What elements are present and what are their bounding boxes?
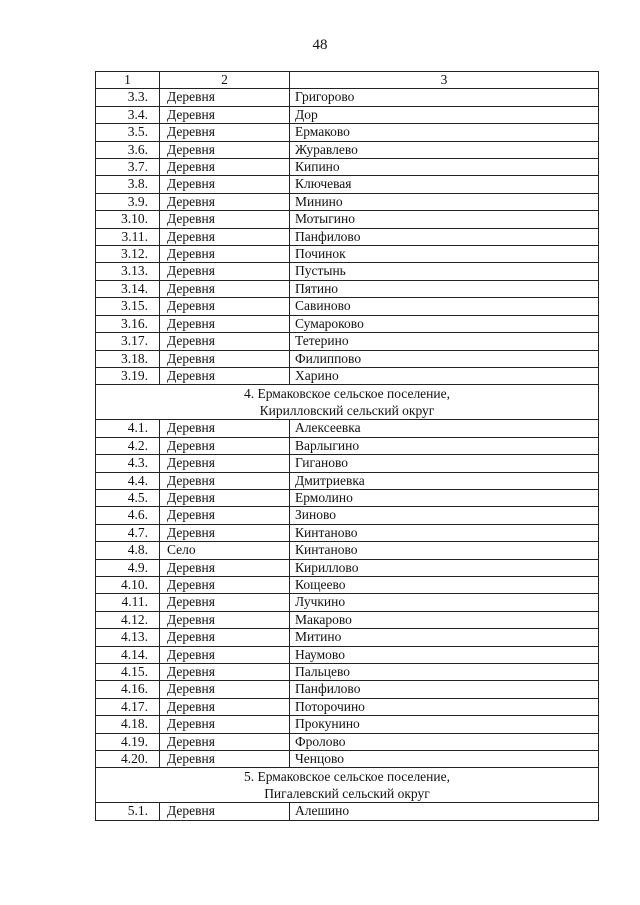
row-number: 4.20.	[96, 751, 160, 768]
table-row	[96, 141, 599, 158]
settlement-name: Варлыгино	[290, 437, 599, 454]
settlement-type: Деревня	[160, 472, 290, 489]
section-header-row	[96, 385, 599, 420]
row-number: 4.2.	[96, 437, 160, 454]
settlement-type: Деревня	[160, 733, 290, 750]
row-number: 4.16.	[96, 681, 160, 698]
table-row	[96, 594, 599, 611]
column-header-name: 3	[290, 72, 599, 89]
row-number: 3.16.	[96, 315, 160, 332]
settlement-name: Григорово	[290, 89, 599, 106]
settlement-type: Деревня	[160, 437, 290, 454]
settlement-type: Деревня	[160, 89, 290, 106]
settlement-name: Фролово	[290, 733, 599, 750]
row-number: 3.4.	[96, 106, 160, 123]
settlement-type: Деревня	[160, 280, 290, 297]
settlement-name: Алексеевка	[290, 420, 599, 437]
settlement-name: Дор	[290, 106, 599, 123]
table-row	[96, 176, 599, 193]
row-number: 4.18.	[96, 716, 160, 733]
table-row	[96, 576, 599, 593]
table-row	[96, 646, 599, 663]
row-number: 3.7.	[96, 159, 160, 176]
settlement-name: Макарово	[290, 611, 599, 628]
settlement-name: Панфилово	[290, 228, 599, 245]
section-title	[96, 768, 599, 803]
row-number: 3.11.	[96, 228, 160, 245]
settlement-type: Деревня	[160, 193, 290, 210]
settlement-name: Прокунино	[290, 716, 599, 733]
settlement-type: Село	[160, 542, 290, 559]
section-title-line: 4. Ермаковское сельское поселение,	[244, 386, 450, 402]
settlement-type: Деревня	[160, 176, 290, 193]
row-number: 4.8.	[96, 542, 160, 559]
settlement-type: Деревня	[160, 455, 290, 472]
section-title-line: 5. Ермаковское сельское поселение,	[244, 769, 450, 785]
settlement-type: Деревня	[160, 106, 290, 123]
table-row	[96, 629, 599, 646]
row-number: 3.10.	[96, 211, 160, 228]
settlement-type: Деревня	[160, 298, 290, 315]
settlement-name: Наумово	[290, 646, 599, 663]
row-number: 4.7.	[96, 524, 160, 541]
settlement-type: Деревня	[160, 159, 290, 176]
row-number: 4.14.	[96, 646, 160, 663]
settlement-type: Деревня	[160, 751, 290, 768]
row-number: 3.6.	[96, 141, 160, 158]
settlement-type: Деревня	[160, 367, 290, 384]
settlement-type: Деревня	[160, 141, 290, 158]
page-number: 48	[312, 37, 328, 53]
settlement-type: Деревня	[160, 507, 290, 524]
table-row	[96, 524, 599, 541]
table-row	[96, 664, 599, 681]
table-row	[96, 89, 599, 106]
table-row	[96, 698, 599, 715]
row-number: 4.19.	[96, 733, 160, 750]
row-number: 4.5.	[96, 489, 160, 506]
settlement-name: Пальцево	[290, 664, 599, 681]
table-row	[96, 106, 599, 123]
table-row	[96, 228, 599, 245]
table-row	[96, 472, 599, 489]
table-row	[96, 263, 599, 280]
settlement-type: Деревня	[160, 716, 290, 733]
settlement-type: Деревня	[160, 124, 290, 141]
settlement-name: Минино	[290, 193, 599, 210]
row-number: 5.1.	[96, 803, 160, 820]
settlement-type: Деревня	[160, 489, 290, 506]
column-header-type: 2	[160, 72, 290, 89]
table-row	[96, 193, 599, 210]
settlement-type: Деревня	[160, 420, 290, 437]
table-row	[96, 315, 599, 332]
row-number: 3.13.	[96, 263, 160, 280]
table-header-row	[96, 72, 599, 89]
settlement-type: Деревня	[160, 576, 290, 593]
section-title	[96, 385, 599, 420]
settlement-type: Деревня	[160, 681, 290, 698]
row-number: 4.4.	[96, 472, 160, 489]
settlement-type: Деревня	[160, 664, 290, 681]
settlements-table-body	[96, 72, 599, 821]
table-row	[96, 507, 599, 524]
row-number: 3.17.	[96, 333, 160, 350]
row-number: 3.5.	[96, 124, 160, 141]
row-number: 3.18.	[96, 350, 160, 367]
settlement-name: Филиппово	[290, 350, 599, 367]
table-row	[96, 280, 599, 297]
settlements-table	[95, 71, 599, 821]
settlement-type: Деревня	[160, 211, 290, 228]
settlement-name: Дмитриевка	[290, 472, 599, 489]
settlement-name: Алешино	[290, 803, 599, 820]
settlement-name: Пустынь	[290, 263, 599, 280]
settlement-name: Панфилово	[290, 681, 599, 698]
row-number: 4.1.	[96, 420, 160, 437]
table-row	[96, 350, 599, 367]
settlement-name: Кириллово	[290, 559, 599, 576]
section-title-line: Кирилловский сельский округ	[259, 403, 435, 419]
row-number: 3.9.	[96, 193, 160, 210]
table-row	[96, 298, 599, 315]
row-number: 3.8.	[96, 176, 160, 193]
settlement-name: Журавлево	[290, 141, 599, 158]
table-row	[96, 611, 599, 628]
row-number: 4.15.	[96, 664, 160, 681]
settlement-type: Деревня	[160, 594, 290, 611]
settlement-type: Деревня	[160, 803, 290, 820]
settlement-name: Пятино	[290, 280, 599, 297]
row-number: 4.11.	[96, 594, 160, 611]
settlement-name: Тетерино	[290, 333, 599, 350]
settlement-type: Деревня	[160, 350, 290, 367]
settlement-type: Деревня	[160, 263, 290, 280]
settlement-name: Митино	[290, 629, 599, 646]
settlement-name: Починок	[290, 246, 599, 263]
row-number: 4.9.	[96, 559, 160, 576]
table-row	[96, 246, 599, 263]
settlement-name: Кинтаново	[290, 542, 599, 559]
table-row	[96, 716, 599, 733]
settlement-type: Деревня	[160, 228, 290, 245]
settlement-name: Харино	[290, 367, 599, 384]
table-row	[96, 803, 599, 820]
settlement-name: Кощеево	[290, 576, 599, 593]
row-number: 4.17.	[96, 698, 160, 715]
settlement-name: Савиново	[290, 298, 599, 315]
column-header-number: 1	[96, 72, 160, 89]
settlement-type: Деревня	[160, 246, 290, 263]
table-row	[96, 681, 599, 698]
settlement-name: Кипино	[290, 159, 599, 176]
row-number: 3.19.	[96, 367, 160, 384]
table-row	[96, 733, 599, 750]
row-number: 4.6.	[96, 507, 160, 524]
table-row	[96, 124, 599, 141]
row-number: 4.10.	[96, 576, 160, 593]
row-number: 3.12.	[96, 246, 160, 263]
settlement-type: Деревня	[160, 559, 290, 576]
settlement-name: Сумароково	[290, 315, 599, 332]
settlement-name: Мотыгино	[290, 211, 599, 228]
table-row	[96, 333, 599, 350]
settlement-type: Деревня	[160, 646, 290, 663]
settlement-type: Деревня	[160, 333, 290, 350]
settlement-type: Деревня	[160, 315, 290, 332]
settlement-name: Гиганово	[290, 455, 599, 472]
settlement-type: Деревня	[160, 611, 290, 628]
table-row	[96, 489, 599, 506]
table-row	[96, 367, 599, 384]
table-row	[96, 559, 599, 576]
row-number: 4.3.	[96, 455, 160, 472]
row-number: 3.14.	[96, 280, 160, 297]
settlement-name: Зиново	[290, 507, 599, 524]
row-number: 4.13.	[96, 629, 160, 646]
table-row	[96, 211, 599, 228]
settlement-type: Деревня	[160, 698, 290, 715]
table-row	[96, 751, 599, 768]
row-number: 3.15.	[96, 298, 160, 315]
settlement-type: Деревня	[160, 524, 290, 541]
settlement-name: Поторочино	[290, 698, 599, 715]
settlement-type: Деревня	[160, 629, 290, 646]
settlement-name: Кинтаново	[290, 524, 599, 541]
table-row	[96, 420, 599, 437]
row-number: 3.3.	[96, 89, 160, 106]
settlement-name: Ченцово	[290, 751, 599, 768]
settlement-name: Ключевая	[290, 176, 599, 193]
settlement-name: Ермаково	[290, 124, 599, 141]
section-title-line: Пигалевский сельский округ	[264, 786, 430, 802]
table-row	[96, 542, 599, 559]
table-row	[96, 455, 599, 472]
table-row	[96, 437, 599, 454]
settlement-name: Лучкино	[290, 594, 599, 611]
section-header-row	[96, 768, 599, 803]
table-row	[96, 159, 599, 176]
settlement-name: Ермолино	[290, 489, 599, 506]
row-number: 4.12.	[96, 611, 160, 628]
